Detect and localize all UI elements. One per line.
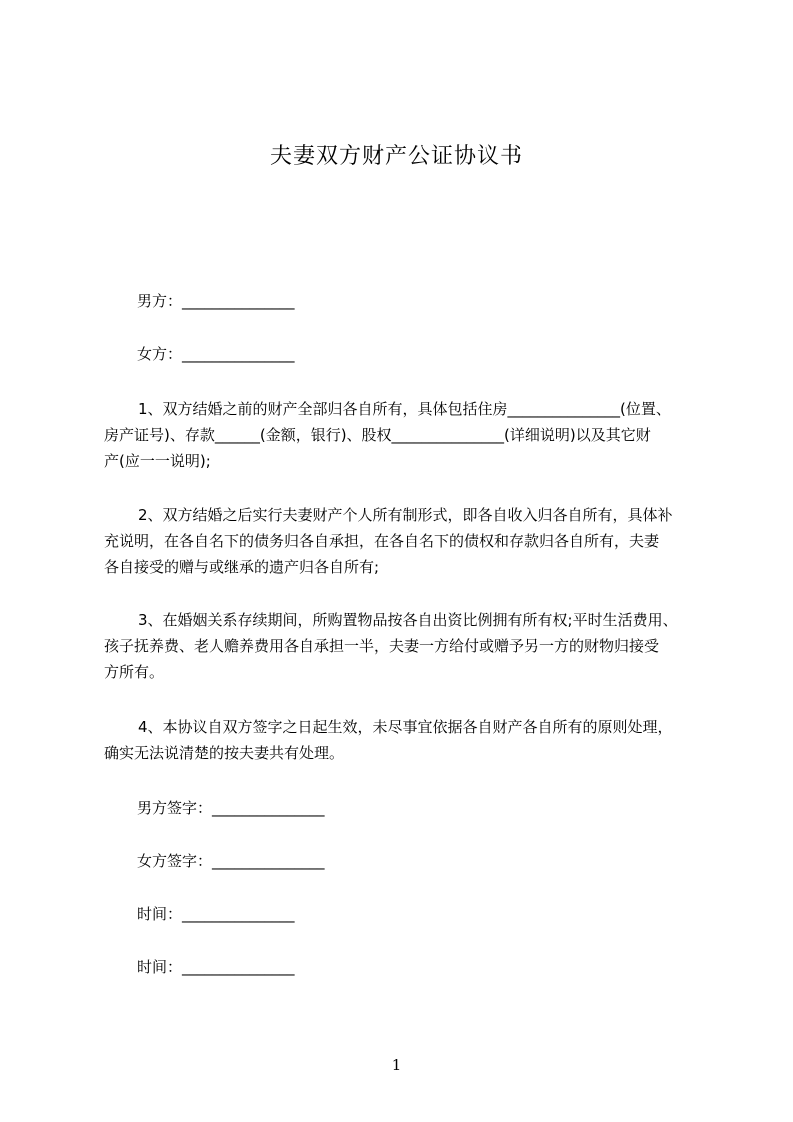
clause-2-line-1: 2、双方结婚之后实行夫妻财产个人所有制形式，即各自收入归各自所有，具体补 <box>138 506 673 524</box>
clause-3 <box>104 607 699 685</box>
clause-1-line-1: 1、双方结婚之前的财产全部归各自所有，具体包括住房_______________(位置、 <box>138 400 671 418</box>
clause-2 <box>104 502 699 580</box>
clause-1-line-3: 产(应一一说明); <box>104 452 211 470</box>
clause-2-line-2: 充说明，在各自名下的债务归各自承担，在各自名下的债权和存款归各自所有，夫妻 <box>104 532 660 550</box>
clause-1 <box>104 396 699 474</box>
clause-2-line-3: 各自接受的赠与或继承的遗产归各自所有; <box>104 558 380 576</box>
male-signature-field: 男方签字：_______________ <box>137 799 325 817</box>
male-party-field: 男方：_______________ <box>137 292 295 310</box>
clause-4-line-1: 4、本协议自双方签字之日起生效，未尽事宜依据各自财产各自所有的原则处理， <box>138 718 673 736</box>
clause-4-line-2: 确实无法说清楚的按夫妻共有处理。 <box>104 744 345 762</box>
clause-1-line-2: 房产证号)、存款______(金额，银行)、股权_______________(详细说明)以及其它财 <box>104 426 651 444</box>
clause-4 <box>104 714 699 766</box>
female-signature-field: 女方签字：_______________ <box>137 852 325 870</box>
page-number: 1 <box>391 1056 402 1074</box>
clause-3-line-3: 方所有。 <box>104 663 165 681</box>
female-party-field: 女方：_______________ <box>137 345 295 363</box>
date-field-2: 时间：_______________ <box>137 958 295 976</box>
clause-3-line-2: 孩子抚养费、老人赡养费用各自承担一半，夫妻一方给付或赠予另一方的财物归接受 <box>104 637 660 655</box>
date-field-1: 时间：_______________ <box>137 905 295 923</box>
document-title: 夫妻双方财产公证协议书 <box>269 144 523 169</box>
clause-3-line-1: 3、在婚姻关系存续期间，所购置物品按各自出资比例拥有所有权;平时生活费用、 <box>138 611 678 629</box>
